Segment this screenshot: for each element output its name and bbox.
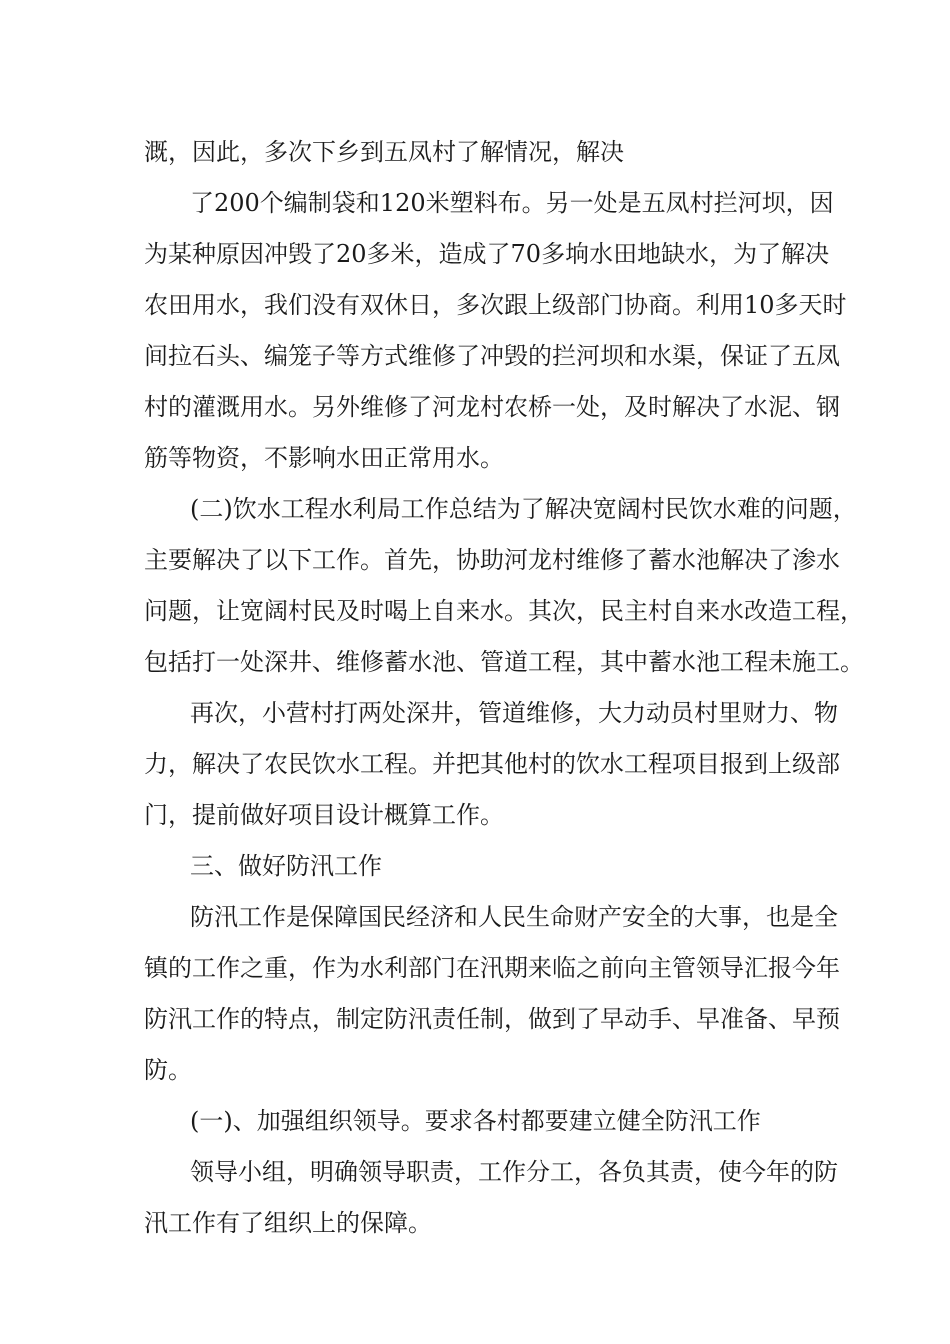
- text-line: 村的灌溉用水。另外维修了河龙村农桥一处，及时解决了水泥、钢: [144, 393, 840, 421]
- text-line: 防汛工作是保障国民经济和人民生命财产安全的大事，也是全: [190, 903, 838, 931]
- text-line: (二)饮水工程水利局工作总结为了解决宽阔村民饮水难的问题，: [190, 495, 857, 523]
- text-line: 汛工作有了组织上的保障。: [144, 1209, 432, 1237]
- text-line: 间拉石头、编笼子等方式维修了冲毁的拦河坝和水渠，保证了五凤: [144, 342, 840, 370]
- text-line: 问题，让宽阔村民及时喝上自来水。其次，民主村自来水改造工程，: [144, 597, 864, 625]
- text-line: 防。: [144, 1056, 192, 1084]
- text-line: 镇的工作之重，作为水利部门在汛期来临之前向主管领导汇报今年: [144, 954, 840, 982]
- text-line: 领导小组，明确领导职责，工作分工，各负其责，使今年的防: [190, 1158, 838, 1186]
- text-line: 再次，小营村打两处深井，管道维修，大力动员村里财力、物: [190, 699, 838, 727]
- text-line: 门，提前做好项目设计概算工作。: [144, 801, 504, 829]
- text-line: 筋等物资，不影响水田正常用水。: [144, 444, 504, 472]
- text-line: 包括打一处深井、维修蓄水池、管道工程，其中蓄水池工程未施工。: [144, 648, 864, 676]
- text-line: (一)、加强组织领导。要求各村都要建立健全防汛工作: [190, 1107, 761, 1135]
- text-line: 防汛工作的特点，制定防汛责任制，做到了早动手、早准备、早预: [144, 1005, 840, 1033]
- text-line: 农田用水，我们没有双休日，多次跟上级部门协商。利用10多天时: [144, 291, 847, 319]
- section-heading: 三、做好防汛工作: [190, 852, 382, 880]
- text-line: 了200个编制袋和120米塑料布。另一处是五凤村拦河坝，因: [190, 189, 834, 217]
- text-line: 主要解决了以下工作。首先，协助河龙村维修了蓄水池解决了渗水: [144, 546, 840, 574]
- text-line: 为某种原因冲毁了20多米，造成了70多垧水田地缺水，为了解决: [144, 240, 830, 268]
- text-line: 力，解决了农民饮水工程。并把其他村的饮水工程项目报到上级部: [144, 750, 840, 778]
- text-line: 溉，因此，多次下乡到五凤村了解情况，解决: [144, 138, 624, 166]
